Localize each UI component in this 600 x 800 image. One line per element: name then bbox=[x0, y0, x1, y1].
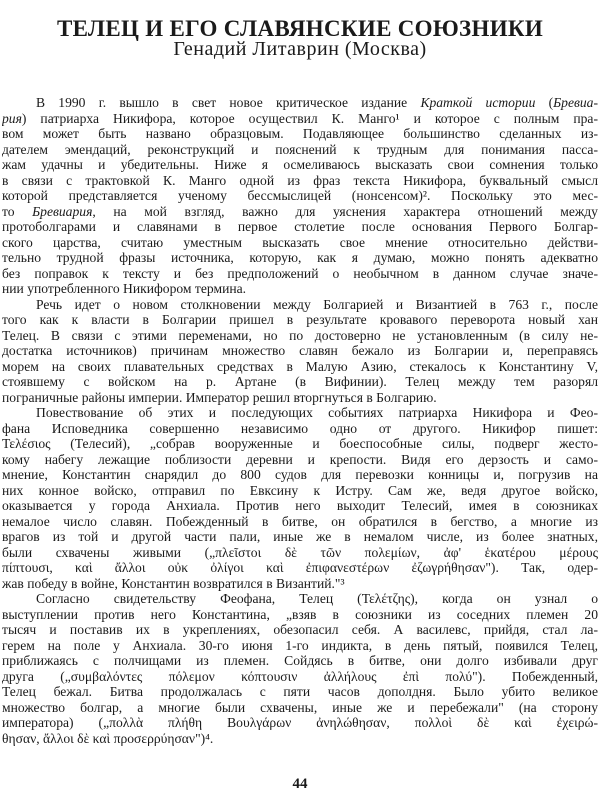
italic-text: рия bbox=[2, 110, 22, 126]
text-segment: нии употребленного Никифором термина. bbox=[2, 281, 247, 296]
text-segment: πίπτουσι, καὶ ἄλλοι οὐκ ὀλίγοι καὶ ἐπιφανεστέρων ἐζωγρήθησαν"). Так, одер- bbox=[2, 560, 598, 575]
text-line bbox=[2, 684, 598, 700]
article-title: ТЕЛЕЦ И ЕГО СЛАВЯНСКИЕ СОЮЗНИКИ bbox=[56, 16, 544, 42]
text-line bbox=[2, 219, 598, 235]
text-line bbox=[2, 591, 598, 607]
text-segment: тысяч и поставив их в укреплениях, обезопасил себя. А василевс, прийдя, стал ла- bbox=[2, 622, 598, 637]
text-segment: протоболгарами и славянами в первое столетие после основания Первого Болгар- bbox=[2, 219, 598, 234]
text-line bbox=[2, 312, 598, 328]
text-line bbox=[2, 731, 598, 747]
text-line bbox=[2, 498, 598, 514]
text-segment: стоявшему с войском на р. Артане (в Вифинии). Телец между тем разорял bbox=[2, 374, 598, 389]
text-segment: Речь идет о новом столкновении между Болгарией и Византией в 763 г., после bbox=[36, 296, 598, 312]
text-line bbox=[2, 483, 598, 499]
italic-text: Краткой истории bbox=[420, 95, 536, 110]
text-line bbox=[2, 467, 598, 483]
text-line bbox=[2, 545, 598, 561]
text-segment: в связи с трактовкой К. Манго одной из фраз текста Никифора, буквальный смысл bbox=[2, 172, 598, 188]
text-segment: пограничные районы империи. Император решил вторгнуться в Болгарию. bbox=[2, 389, 437, 405]
text-line bbox=[2, 142, 598, 158]
text-segment: Телец. В связи с этими переменами, но по достоверно не установленным (в силу не- bbox=[2, 327, 598, 343]
text-line bbox=[2, 343, 598, 359]
text-segment: морем на своих плавательных средствах в Малую Азию, стекалось к Константину V, bbox=[2, 358, 598, 374]
text-segment: врагов из той и другой части пали, иные же в немалом числе, из более знатных, bbox=[2, 529, 598, 544]
text-line bbox=[2, 250, 598, 266]
text-line bbox=[2, 715, 598, 731]
text-segment: того как к власти в Болгарии пришел в результате кровавого переворота новый хан bbox=[2, 312, 598, 327]
text-line bbox=[2, 622, 598, 638]
text-line bbox=[2, 235, 598, 251]
text-segment: тельно трудной фразы источника, которую, как я думаю, можно понять адекватно bbox=[2, 250, 598, 265]
text-segment: кому набегу лежащие поблизости деревни и крепости. Видя его дерзость и само- bbox=[2, 451, 598, 467]
text-segment: фана Исповедника совершенно независимо одно от другого. Никифор пишет: bbox=[2, 420, 598, 436]
text-segment: ( bbox=[535, 95, 554, 110]
article-author: Генадий Литаврин (Москва) bbox=[173, 38, 427, 60]
text-segment: мнение, Константин снарядил до 800 судов для перевозки конницы и, погрузив на bbox=[2, 467, 598, 482]
text-line bbox=[2, 374, 598, 390]
article-body bbox=[2, 95, 598, 746]
text-line bbox=[2, 266, 598, 282]
italic-text: Бревиария bbox=[32, 203, 93, 219]
text-line bbox=[2, 204, 598, 220]
text-line bbox=[2, 700, 598, 716]
text-segment: выступлении против него Константина, „взяв в союзники из соседних племен 20 bbox=[2, 606, 598, 622]
text-segment: друга („συμβαλόντες πόλεμον κόπτουσιν ἀλλήλους ἐπὶ πολύ"). Побежденный, bbox=[2, 668, 598, 684]
text-segment: немалое число славян. Побежденный в битве, он обратился в бегство, а многие из bbox=[2, 513, 598, 529]
text-segment: ) патриарха Никифора, которое осуществил К. Манго¹ и которое с полным пра- bbox=[21, 110, 598, 126]
text-line bbox=[2, 405, 598, 421]
text-line bbox=[2, 421, 598, 437]
text-segment: вом может быть названо образцовым. Подавляющее большинство сделанных из- bbox=[2, 126, 598, 141]
text-segment: то bbox=[2, 203, 33, 219]
text-line bbox=[2, 173, 598, 189]
text-line bbox=[2, 653, 598, 669]
text-segment: Τελέσιος (Телесий), „собрав вооруженные и боеспособные силы, подверг жесто- bbox=[2, 436, 598, 451]
text-segment: ского царства, считаю уместным высказать свое мнение относительно действи- bbox=[2, 234, 598, 250]
text-segment: , на мой взгляд, важно для уяснения характера отношений между bbox=[92, 203, 598, 219]
text-segment: Телец бежал. Битва продолжалась с пяти часов дополдня. Было убито великое bbox=[2, 684, 598, 699]
text-segment: императора) („πολλὰ πλήθη Βουλγάρων ἀνηλώθησαν, πολλοὶ δὲ καὶ ἐχειρώ- bbox=[2, 715, 598, 730]
text-line bbox=[2, 638, 598, 654]
text-segment: были схвачены живыми („πλεῖστοι δὲ τῶν πολεμίων, ἀφ' ἑκατέρου μέρους bbox=[2, 544, 598, 560]
text-segment: Повествование об этих и последующих событиях патриарха Никифора и Фео- bbox=[36, 405, 598, 420]
text-line bbox=[2, 529, 598, 545]
text-line bbox=[2, 514, 598, 530]
text-line bbox=[2, 188, 598, 204]
text-line bbox=[2, 111, 598, 127]
text-segment: В 1990 г. вышло в свет новое критическое издание bbox=[36, 95, 421, 110]
text-segment: которой представляется ученому бессмыслицей (нонсенсом)². Поскольку это мес- bbox=[2, 188, 598, 203]
italic-text: Бревиа- bbox=[553, 95, 598, 110]
text-segment: дателем эмендаций, реконструкций и пояснений к трудным для понимания пасса- bbox=[2, 141, 598, 157]
text-segment: них конное войско, отправил по Евксину к Истру. Сам же, ведя другое войско, bbox=[2, 482, 598, 498]
text-line bbox=[2, 157, 598, 173]
text-line bbox=[2, 297, 598, 313]
text-segment: оказывается у города Анхиала. Против него выходит Телесий, имея в союзниках bbox=[2, 498, 598, 513]
text-line bbox=[2, 95, 598, 111]
text-line bbox=[2, 359, 598, 375]
text-line bbox=[2, 328, 598, 344]
text-segment: множество болгар, а многие были схвачены, иные же и перебежали" (на сторону bbox=[2, 699, 598, 715]
text-segment: жав победу в войне, Константин возвратился в Византий."³ bbox=[2, 575, 345, 591]
text-line bbox=[2, 669, 598, 685]
text-line bbox=[2, 126, 598, 142]
text-segment: жам удачны и убедительны. Ниже я осмеливаюсь высказать свои сомнения только bbox=[2, 157, 598, 172]
text-segment: достатка источников) причинам множество славян бежало из Болгарии и, переправясь bbox=[2, 343, 598, 358]
text-line bbox=[2, 560, 598, 576]
text-line bbox=[2, 281, 598, 297]
text-segment: Согласно свидетельству Феофана, Телец (Τελέτζης), когда он узнал о bbox=[36, 591, 598, 606]
text-segment: герем на поле у Анхиала. 30-го июня 1-го индикта, в день пятый, появился Телец, bbox=[2, 637, 598, 653]
page-number: 44 bbox=[292, 776, 308, 792]
text-segment: приближаясь с полчищами из племен. Сойдясь в битве, они долго избивали друг bbox=[2, 653, 598, 668]
text-segment: без поправок к тексту и без предположений о необычном в данном случае значе- bbox=[2, 265, 598, 281]
text-line bbox=[2, 576, 598, 592]
text-segment: θησαν, ἄλλοι δὲ καὶ προσερρύησαν")⁴. bbox=[2, 730, 214, 746]
text-line bbox=[2, 452, 598, 468]
text-line bbox=[2, 390, 598, 406]
text-line bbox=[2, 436, 598, 452]
text-line bbox=[2, 607, 598, 623]
